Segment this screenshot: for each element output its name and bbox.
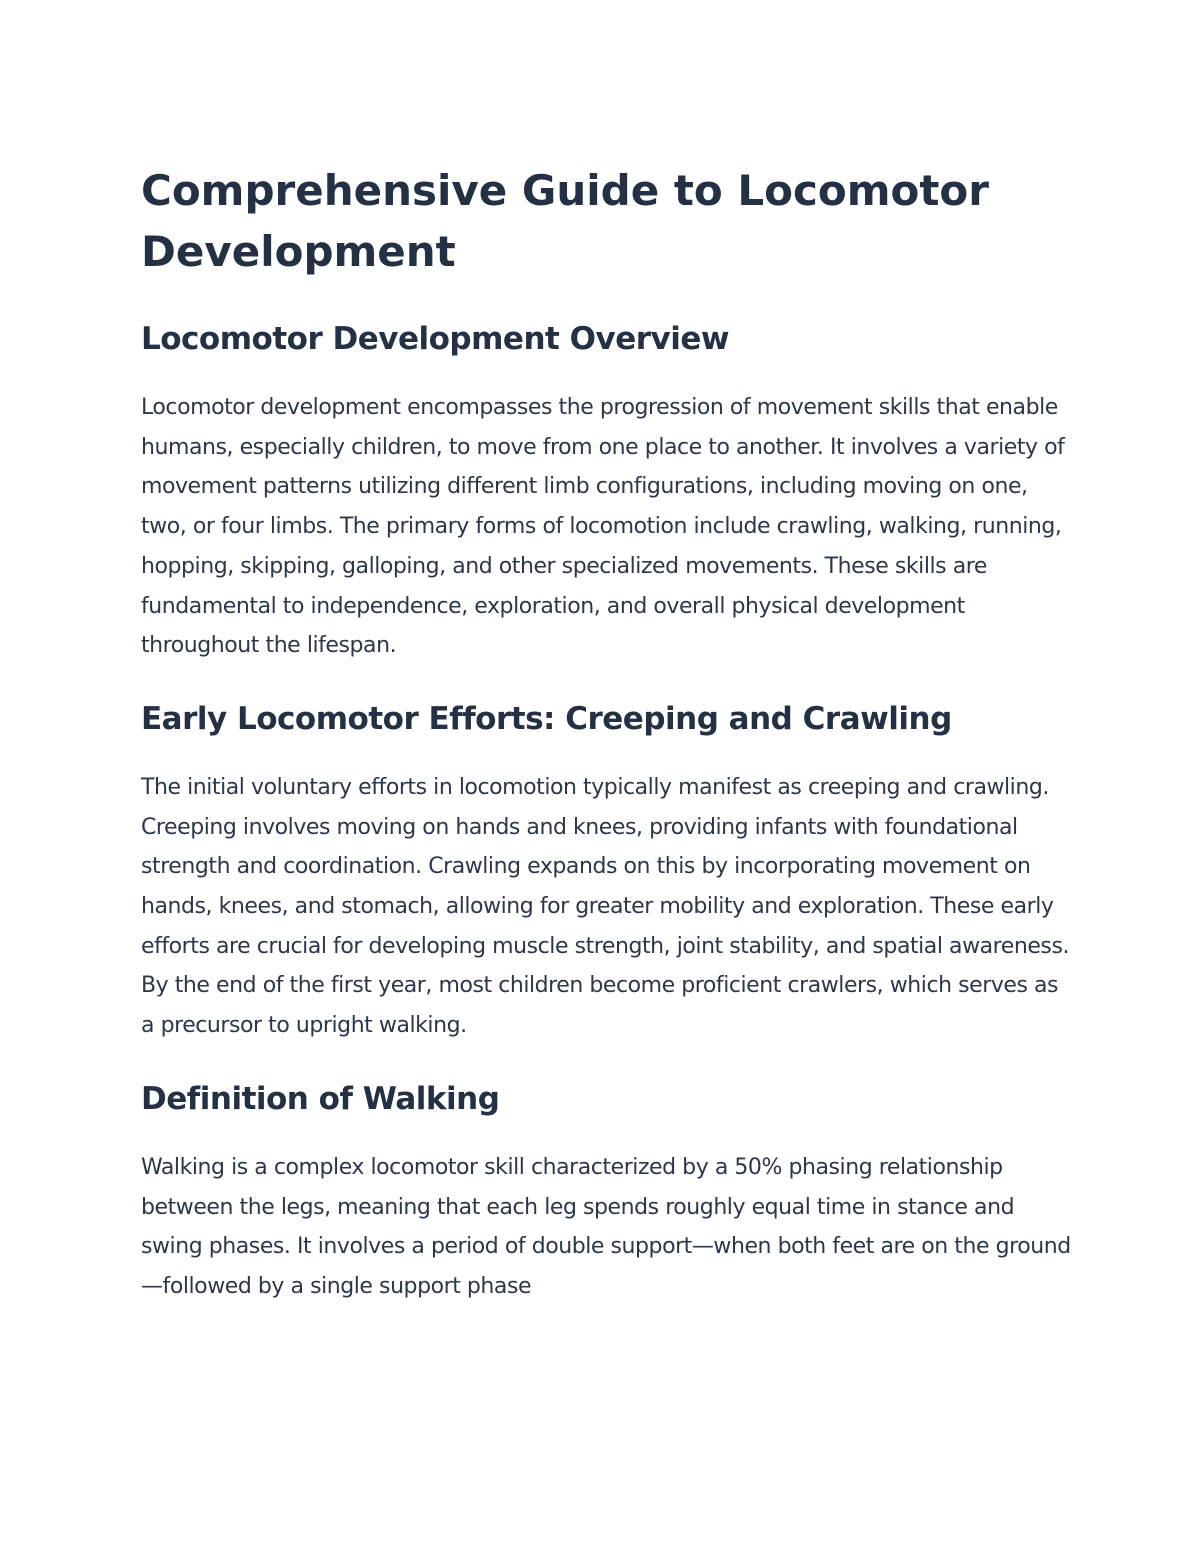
section-heading-creeping-crawling: Early Locomotor Efforts: Creeping and Crawling: [141, 700, 952, 737]
document-title: Comprehensive Guide to Locomotor Development: [141, 166, 989, 276]
section-heading-overview: Locomotor Development Overview: [141, 321, 730, 357]
section-body-creeping-crawling: The initial voluntary efforts in locomotion typically manifest as creeping and crawling. Creeping involves moving on hands and knees, providing infants with foundational strength and coordination. Crawling expands on this by incorporating movement on hands, knees, and stomach, allowing for greater mobility and exploration. These early efforts are crucial for developing muscle strength, joint stability, and spatial awareness. By the end of the first year, most children become proficient crawlers, which serves as a precursor to upright walking.: [141, 774, 1069, 1039]
section-body-overview: Locomotor development encompasses the progression of movement skills that enable humans, especially children, to move from one place to another. It involves a variety of movement patterns utilizing different limb configurations, including moving on one, two, or four limbs. The primary forms of locomotion include crawling, walking, running, hopping, skipping, galloping, and other specialized movements. These skills are fundamental to independence, exploration, and overall physical development throughout the lifespan.: [141, 395, 1065, 659]
section-body-walking-definition: Walking is a complex locomotor skill characterized by a 50% phasing relationship between the legs, meaning that each leg spends roughly equal time in stance and swing phases. It involves a period of double support—when both feet are on the ground—followed by a single support phase: [141, 1154, 1071, 1299]
section-heading-walking-definition: Definition of Walking: [141, 1080, 500, 1117]
document-page: [141, 160, 1071, 1307]
